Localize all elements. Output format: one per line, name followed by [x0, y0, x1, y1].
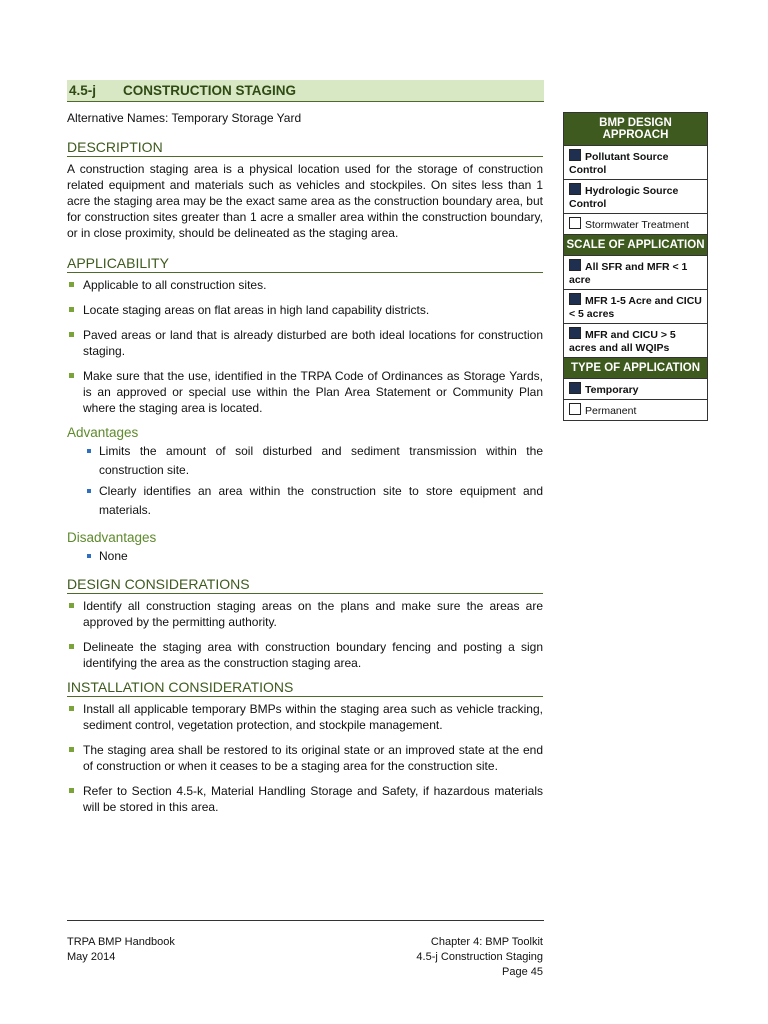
alternative-names: Alternative Names: Temporary Storage Yard [67, 111, 302, 125]
checked-box-icon [569, 259, 581, 271]
list-item: None [67, 547, 543, 566]
unchecked-box-icon [569, 403, 581, 415]
list-item: The staging area shall be restored to its original state or an improved state at the end of construction or when it ceases to be a staging area for the construction site. [67, 742, 543, 774]
advantages-list [67, 442, 543, 520]
footer-page-number: Page 45 [502, 966, 543, 978]
unchecked-box-icon [569, 217, 581, 229]
bmp-item-stormwater-treatment [564, 214, 707, 235]
list-item: Refer to Section 4.5-k, Material Handling Storage and Safety, if hazardous materials will be stored in this area. [67, 783, 543, 815]
bmp-item-hydrologic-source [564, 180, 707, 214]
footer-divider [67, 920, 544, 921]
footer-handbook-title: TRPA BMP Handbook [67, 936, 175, 948]
list-item: Applicable to all construction sites. [67, 277, 543, 293]
checked-box-icon [569, 183, 581, 195]
description-heading: DESCRIPTION [67, 139, 543, 157]
checked-box-icon [569, 293, 581, 305]
bmp-item-label: Hydrologic Source Control [569, 185, 679, 210]
bmp-item-label: Stormwater Treatment [585, 219, 689, 231]
applicability-heading: APPLICABILITY [67, 255, 543, 273]
section-header [67, 80, 544, 102]
scale-item-mfr-5plus [564, 324, 707, 358]
checked-box-icon [569, 327, 581, 339]
list-item: Install all applicable temporary BMPs within the staging area such as vehicle tracking, sediment control, vegetation protection, and stockpile management. [67, 701, 543, 733]
footer-left [67, 935, 175, 965]
checked-box-icon [569, 382, 581, 394]
scale-of-application-heading: SCALE OF APPLICATION [564, 235, 707, 256]
checked-box-icon [569, 149, 581, 161]
section-number: 4.5-j [69, 83, 97, 98]
main-content [67, 111, 543, 815]
bmp-item-label: Pollutant Source Control [569, 151, 669, 176]
section-title: CONSTRUCTION STAGING [123, 83, 296, 98]
type-item-label: Temporary [585, 384, 639, 396]
scale-item-sfr [564, 256, 707, 290]
disadvantages-heading: Disadvantages [67, 530, 157, 545]
list-item: Delineate the staging area with construction boundary fencing and posting a sign identifying the area as the construction staging area. [67, 639, 543, 671]
applicability-list [67, 277, 543, 416]
list-item: Limits the amount of soil disturbed and sediment transmission within the construction site. [67, 442, 543, 480]
list-item: Paved areas or land that is already disturbed are both ideal locations for construction staging. [67, 327, 543, 359]
type-of-application-heading: TYPE OF APPLICATION [564, 358, 707, 379]
installation-heading: INSTALLATION CONSIDERATIONS [67, 679, 543, 697]
type-item-label: Permanent [585, 405, 637, 417]
description-text: A construction staging area is a physical location used for the storage of construction related equipment and materials such as vehicles and stockpiles. On sites less than 1 acre the staging area may be the exact same area as the construction boundary area, but for construction sites greater than 1 acre a smaller area within the construction boundary, or in close proximity, should be delineated as the staging area. [67, 162, 543, 240]
design-list [67, 598, 543, 671]
footer-date: May 2014 [67, 951, 116, 963]
list-item: Make sure that the use, identified in the TRPA Code of Ordinances as Storage Yards, is an approved or special use within the Plan Area Statement or Community Plan where the staging area is located. [67, 368, 543, 416]
footer-right [416, 935, 543, 980]
bmp-design-approach-heading: BMP DESIGN APPROACH [564, 113, 707, 146]
type-item-temporary [564, 379, 707, 400]
scale-item-mfr-1-5 [564, 290, 707, 324]
list-item: Locate staging areas on flat areas in high land capability districts. [67, 302, 543, 318]
installation-list [67, 701, 543, 815]
type-item-permanent [564, 400, 707, 420]
design-heading: DESIGN CONSIDERATIONS [67, 576, 543, 594]
bmp-sidebar-table [563, 112, 708, 421]
list-item: Clearly identifies an area within the construction site to store equipment and materials. [67, 482, 543, 520]
scale-item-label: MFR 1-5 Acre and CICU < 5 acres [569, 295, 702, 320]
scale-item-label: All SFR and MFR < 1 acre [569, 261, 688, 286]
disadvantages-list [67, 547, 543, 566]
footer-chapter: Chapter 4: BMP Toolkit [430, 936, 543, 948]
list-item: Identify all construction staging areas on the plans and make sure the areas are approved by the permitting authority. [67, 598, 543, 630]
advantages-heading: Advantages [67, 425, 139, 440]
footer-section: 4.5-j Construction Staging [416, 951, 543, 963]
bmp-item-pollutant-source [564, 146, 707, 180]
scale-item-label: MFR and CICU > 5 acres and all WQIPs [569, 329, 676, 354]
